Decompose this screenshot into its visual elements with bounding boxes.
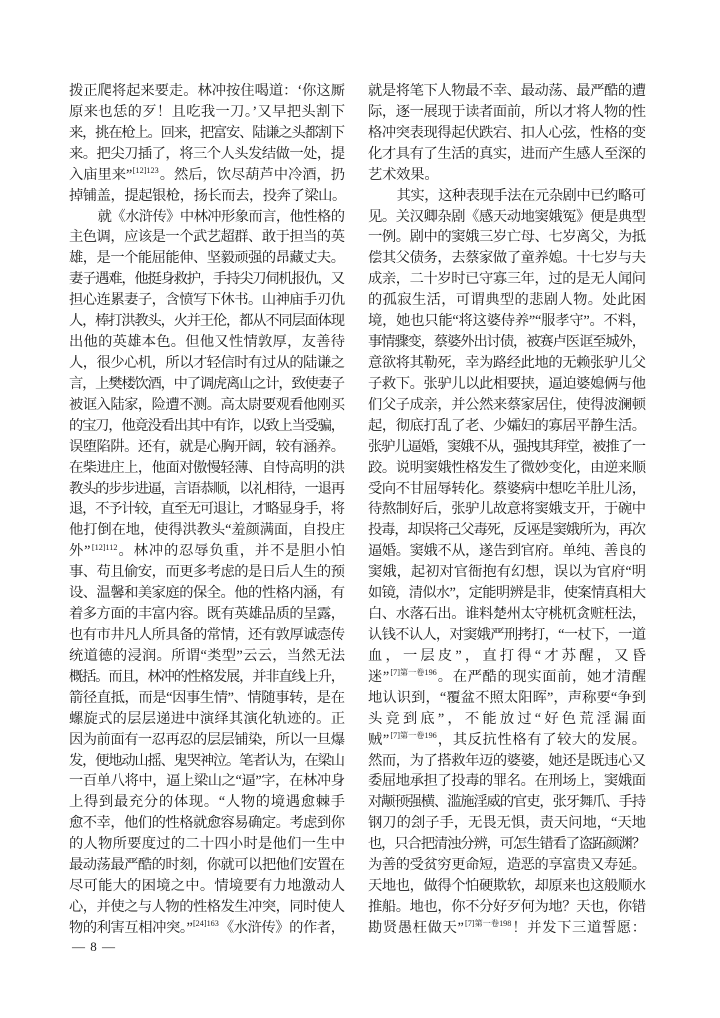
text-line: 受向不甘屈辱转化。蔡婆病中想吃羊肚儿汤， [368,480,646,497]
text-line [368,730,646,751]
text-line: 尽可能大的困境之中。情境要有力地激动人 [69,878,346,895]
text-line: 的宝刀，他竟没看出其中有诈，以致上当受骗， [69,417,344,434]
right-column [368,81,650,939]
text-line: 然而，为了搭救年迈的婆婆，她还是既违心又 [368,752,646,769]
text-line: 退，不予计较，直至无可退让，才略显身手，将 [69,501,344,518]
text-line: 就是将笔下人物最不幸、最动荡、最严酷的遭 [368,83,646,99]
line-text: ！并发下三道誓愿： [512,919,647,936]
line-text: 外” [69,543,92,560]
text-line: 投毒，却误将己父毒死，反诬是窦娥所为，再次 [368,522,645,539]
text-line: 化才具有了生活的真实，进而产生感人至深的 [368,145,646,162]
text-line: 见。关汉卿杂剧《感天动地窦娥冤》便是典型 [368,208,646,225]
text-line: 心，并使之与人物的性格发生冲突，同时使人 [69,898,345,915]
citation-superscript: [7]第一卷196 [390,668,437,678]
text-line: 拨正爬将起来要走。林冲按住喝道：‘你这厮 [69,83,345,99]
text-line: 螺旋式的层层递进中演绎其演化轨迹的。正 [69,710,346,727]
text-line: 白、水落石出。谁料楚州太守桃杌贪赃枉法， [368,606,646,623]
text-line: 窦娥，起初对官衙抱有幻想，误以为官府“明 [368,564,647,581]
text-line: 误堕陷阱。还有，就是心胸开阔，较有涵养。 [69,438,345,455]
text-line: 教头的步步进逼，言语恭顺，以礼相待，一退再 [69,480,344,497]
text-line [69,165,345,186]
text-line [368,667,646,688]
text-line: 言，上樊楼饮酒，中了调虎离山之计，致使妻子 [69,375,344,392]
text-line: 概括。而且，林冲的性格发展，并非直线上升， [69,668,344,685]
text-line: 血，一层皮”，直打得“才苏醒，又昏 [368,647,650,664]
text-line: 在柴进庄上，他面对傲慢轻薄、自恃高明的洪 [69,459,345,476]
text-line: 如镜，清似水”，定能明辨是非，使案情真相大 [368,585,646,602]
text-line: 被诓入陆家，险遭不测。高太尉要观看他刚买 [69,396,345,413]
paragraph-last-line: 掉铺盖，提起银枪，扬长而去，投奔了梁山。 [69,187,346,204]
line-text: 入庙里来” [69,166,133,183]
text-line: 们父子成亲，并公然来蔡家居住，使得波澜顿 [368,396,646,413]
left-column [69,81,345,939]
text-line: 推船。地也，你不分好歹何为地？天也，你错 [368,898,646,915]
text-line: 逼婚。窦娥不从，遂告到官府。单纯、善良的 [368,543,646,560]
paragraph-last-line: 艺术效果。 [368,166,439,183]
citation-superscript: [12]112 [91,542,118,552]
text-line: 的孤寂生活，可谓典型的悲剧人物。处此困 [368,292,647,309]
text-line: 主色调，应该是一个武艺超群、敢于担当的英 [69,229,345,246]
text-line: 为善的受贫穷更命短，造恶的享富贵又寿延。 [368,857,646,874]
text-line: 跤。说明窦娥性格发生了微妙变化，由逆来顺 [368,459,646,476]
paragraph-first-line: 其实，这种表现手法在元杂剧中已约略可 [396,187,646,204]
text-line: 际，逐一展现于读者面前，所以才将人物的性 [368,103,646,120]
text-line: 着多方面的丰富内容。既有英雄品质的呈露， [69,606,345,623]
page-number: — 8 — [72,939,116,954]
text-line [69,918,345,939]
line-text: 迷” [368,668,390,685]
text-line: 意欲将其勒死，幸为路经此地的无赖张驴儿父 [368,354,646,371]
line-text: 。在严酷的现实面前，她才清醒 [437,668,647,685]
text-line: 格冲突表现得起伏跌宕、扣人心弦，性格的变 [368,124,646,141]
text-line: 起，彻底打乱了老、少孀妇的寡居平静生活。 [368,417,646,434]
text-line: 发，便地动山摇、鬼哭神泣。笔者认为，在梁山 [69,752,344,769]
line-text: 贼” [368,731,390,748]
citation-superscript: [7]第一卷196 [390,731,437,741]
text-line [69,541,345,562]
text-line: 偿其父债务，去蔡家做了童养媳。十七岁与夫 [368,250,646,267]
citation-superscript: [12]123 [132,166,159,176]
text-line: 统道德的浸润。所谓“类型”云云，当然无法 [69,647,346,664]
text-line: 也有市井凡人所具备的常情，还有敦厚诚悫传 [69,626,345,643]
text-line: 来。把尖刀插了，将三个人头发结做一处，提 [69,145,345,162]
line-text: 。林冲的忍辱负重，并不是胆小怕 [118,543,346,560]
text-line: 妻子遇难，他挺身救护，手持尖刀伺机报仇，又 [69,271,344,288]
text-line: 钢刀的刽子手，无畏无惧，责天问地，“天地 [368,815,647,832]
text-line: 上得到最充分的体现。“人物的境遇愈棘手 [69,794,346,811]
citation-superscript: [24]163 [192,919,219,929]
text-line: 委屈地承担了投毒的罪名。在刑场上，窦娥面 [368,773,646,790]
line-text: 。然后，饮尽葫芦中冷酒，扔 [159,166,345,183]
text-line: 因为前面有一忍再忍的层层铺染，所以一旦爆 [69,731,345,748]
text-line: 也，只合把清浊分辨，可怎生错看了盗跖颜渊？ [368,836,645,853]
line-text: 物的利害互相冲突。” [69,919,193,936]
text-line: 事情骤变，蔡婆外出讨债，被赛卢医诓至城外， [368,334,645,351]
text-line: 他打倒在地，使得洪教头“羞颜满面，自投庄 [69,522,345,539]
text-line: 愈不幸，他们的性格就愈容易确定。考虑到你 [69,815,345,832]
text-line: 子救下。张驴儿以此相要挟，逼迫婆媳俩与他 [368,375,646,392]
line-text: 勘贤愚枉做天” [368,919,465,936]
text-line: 人，棒打洪教头，火并王伦，都从不同层面体现 [69,313,344,330]
text-line: 待熬制好后，张驴儿故意将窦娥支开，于碗中 [368,501,646,518]
text-line: 境，她也只能“将这婆侍养”“服孝守”。不料， [368,313,646,330]
text-line: 地认识到，“覆盆不照太阳晖”，声称要“争到 [368,689,647,706]
text-line: 张驴儿逼婚，窦娥不从，强拽其拜堂，被推了一 [368,438,645,455]
text-line: 来，挑在枪上。回来，把富安、陆谦之头都割下 [69,124,344,141]
text-line: 人，很少心机，所以才轻信时有过从的陆谦之 [69,354,345,371]
text-line: 天地也，做得个怕硬欺软，却原来也这般顺水 [368,878,646,895]
text-line [368,918,646,939]
citation-superscript: [7]第一卷198 [464,919,512,929]
text-line: 设、温馨和美家庭的保全。他的性格内涵，有 [69,585,345,602]
text-line: 头竞到底”，不能放过“好色荒淫漏面 [368,710,650,727]
text-line: 担心连累妻子，含愤写下休书。山神庙手刃仇 [69,292,345,309]
text-line: 出他的英雄本色。但他又性情敦厚，友善待 [69,334,346,351]
text-line: 认钱不认人，对窦娥严刑拷打，“一杖下，一道 [368,626,646,643]
text-line: 最动荡最严酷的时刻，你就可以把他们安置在 [69,857,345,874]
paragraph-first-line: 就《水浒传》中林冲形象而言，他性格的 [97,208,345,225]
line-text: ，其反抗性格有了较大的发展。 [437,731,647,748]
text-line: 事、苟且偷安，而更多考虑的是日后人生的预 [69,564,345,581]
text-line: 一例。剧中的窦娥三岁亡母、七岁离父，为抵 [368,229,646,246]
text-line: 箭径直抵，而是“因事生情”、情随事转，是在 [69,689,345,706]
text-line: 雄，是一个能屈能伸、坚毅顽强的昂藏丈夫。 [69,250,345,267]
text-line: 原来也恁的歹！且吃我一刀。’又早把头割下 [69,103,346,120]
text-line: 成亲，二十岁时已守寡三年，过的是无人闻问 [368,271,646,288]
text-line: 一百单八将中，逼上梁山之“逼”字，在林冲身 [69,773,345,790]
text-line: 对颟顸强横、滥施淫威的官吏，张牙舞爪、手持 [368,794,645,811]
text-line: 的人物所要度过的二十四小时是他们一生中 [69,836,346,853]
line-text: 《水浒传》的作者， [219,919,345,936]
